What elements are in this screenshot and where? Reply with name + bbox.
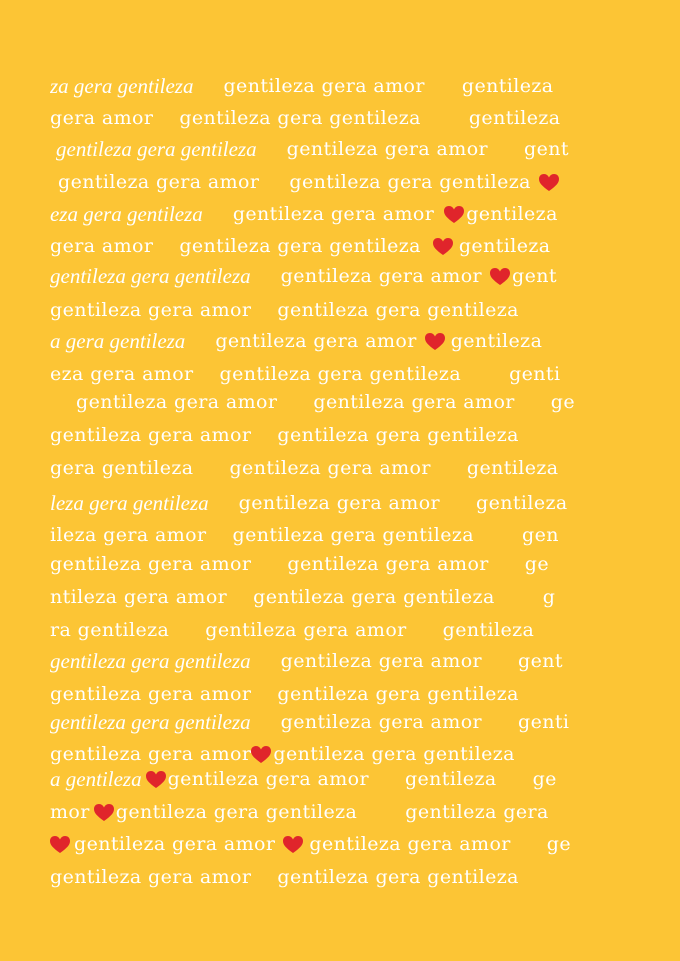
phrase-text: gent xyxy=(524,138,569,160)
phrase-text: gentileza xyxy=(466,457,559,479)
phrase-text: gentileza gera amor xyxy=(280,265,483,287)
phrase-text: gentileza xyxy=(476,492,568,514)
phrase-text: gentileza gera amor xyxy=(280,650,483,672)
pattern-line xyxy=(50,360,628,388)
phrase-text: ge xyxy=(532,768,557,790)
phrase-text: gera amor xyxy=(50,107,154,129)
phrase-text: gent xyxy=(518,650,563,672)
heart-icon xyxy=(490,262,512,290)
phrase-text: gentileza gera amor xyxy=(286,138,489,160)
pattern-line xyxy=(50,421,628,449)
phrase-text: gentileza gera gentileza xyxy=(277,299,519,321)
phrase-text: gentileza xyxy=(458,235,551,257)
heart-icon xyxy=(94,798,116,826)
heart-icon xyxy=(539,168,561,196)
phrase-text: za gera gentileza xyxy=(50,74,194,98)
phrase-text: gentileza gera gentileza xyxy=(179,235,421,257)
pattern-line xyxy=(50,104,628,132)
phrase-text: ge xyxy=(524,553,549,575)
phrase-text: genti xyxy=(509,363,561,385)
phrase-text: mor xyxy=(50,801,90,823)
pattern-line xyxy=(50,708,628,736)
phrase-text: gentileza xyxy=(461,75,554,97)
pattern-line xyxy=(50,327,628,355)
phrase-text: genti xyxy=(518,711,570,733)
phrase-text: g xyxy=(542,586,556,608)
phrase-text: gentileza gera gentileza xyxy=(50,649,251,673)
pattern-line xyxy=(50,296,628,324)
phrase-text: gent xyxy=(512,265,557,287)
heart-icon xyxy=(146,765,168,793)
pattern-line xyxy=(50,765,628,793)
phrase-text: gentileza gera amor xyxy=(232,203,435,225)
phrase-text: gentileza gera amor xyxy=(223,75,425,97)
phrase-text: gentileza gera amor xyxy=(50,683,252,705)
phrase-text: gentileza gera amor xyxy=(287,553,489,575)
pattern-line xyxy=(50,680,628,708)
phrase-text: gentileza gera gentileza xyxy=(277,424,519,446)
phrase-text: gentileza gera amor xyxy=(76,391,278,413)
phrase-text: gentileza gera gentileza xyxy=(232,524,475,546)
pattern-line xyxy=(50,262,628,290)
phrase-text: gentileza xyxy=(468,107,561,129)
phrase-text: gentileza gera amor xyxy=(238,492,441,514)
phrase-text: a gera gentileza xyxy=(50,329,186,353)
phrase-text: gentileza gera gentileza xyxy=(115,801,358,823)
pattern-line xyxy=(50,454,628,482)
phrase-text: gentileza gera amor xyxy=(205,619,407,641)
phrase-text: a gentileza xyxy=(50,767,142,791)
phrase-text: gentileza gera gentileza xyxy=(277,683,519,705)
pattern-line xyxy=(50,616,628,644)
pattern-line xyxy=(50,830,628,858)
pattern-line xyxy=(50,135,628,163)
pattern-line xyxy=(50,550,628,578)
phrase-text: gentileza gera gentileza xyxy=(277,866,519,888)
phrase-text: gera gentileza xyxy=(50,457,194,479)
phrase-text: gentileza gera xyxy=(405,801,549,823)
pattern-line xyxy=(50,489,628,517)
phrase-text: ge xyxy=(550,391,575,413)
pattern-line xyxy=(50,521,628,549)
phrase-text: gentileza gera amor xyxy=(229,457,431,479)
heart-icon xyxy=(251,740,273,768)
phrase-text: gentileza gera amor xyxy=(313,391,515,413)
phrase-text: gentileza gera amor xyxy=(50,743,252,765)
phrase-text: gentileza gera amor xyxy=(280,711,483,733)
pattern-line xyxy=(50,72,628,100)
phrase-text: gentileza gera gentileza xyxy=(219,363,462,385)
phrase-text: gentileza gera amor xyxy=(167,768,369,790)
phrase-text: gentileza gera gentileza xyxy=(50,264,251,288)
phrase-text: eza gera amor xyxy=(50,363,194,385)
phrase-text: gentileza gera gentileza xyxy=(179,107,421,129)
phrase-text: gentileza gera amor xyxy=(74,833,276,855)
pattern-line xyxy=(50,583,628,611)
phrase-text: gentileza gera gentileza xyxy=(56,137,257,161)
phrase-text: ntileza gera amor xyxy=(50,586,228,608)
phrase-text: gentileza xyxy=(404,768,497,790)
heart-icon xyxy=(425,327,447,355)
heart-icon xyxy=(283,830,305,858)
phrase-text: gentileza gera amor xyxy=(58,171,260,193)
heart-icon xyxy=(50,830,72,858)
phrase-text: leza gera gentileza xyxy=(50,491,209,515)
pattern-line xyxy=(50,388,628,416)
pattern-line xyxy=(50,200,628,228)
phrase-text: gentileza gera amor xyxy=(215,330,417,352)
phrase-text: gentileza gera amor xyxy=(50,299,252,321)
phrase-text: gentileza gera amor xyxy=(50,424,252,446)
phrase-text: gentileza gera gentileza xyxy=(50,710,251,734)
pattern-line xyxy=(50,232,628,260)
phrase-text: gera amor xyxy=(50,235,154,257)
phrase-text: ra gentileza xyxy=(50,619,170,641)
phrase-text: gentileza gera gentileza xyxy=(273,743,515,765)
pattern-line xyxy=(50,647,628,675)
phrase-text: gentileza gera gentileza xyxy=(253,586,495,608)
phrase-text: eza gera gentileza xyxy=(50,202,203,226)
phrase-text: gentileza xyxy=(442,619,535,641)
pattern-line xyxy=(50,168,628,196)
phrase-text: gentileza gera amor xyxy=(309,833,511,855)
phrase-text: ge xyxy=(546,833,571,855)
pattern-line xyxy=(50,740,628,768)
phrase-text: gentileza xyxy=(450,330,543,352)
phrase-text: gentileza gera gentileza xyxy=(289,171,531,193)
heart-icon xyxy=(444,200,466,228)
phrase-text: gentileza xyxy=(466,203,558,225)
phrase-text: gen xyxy=(522,524,559,546)
phrase-text: gentileza gera amor xyxy=(50,866,252,888)
heart-icon xyxy=(433,232,455,260)
phrase-text: ileza gera amor xyxy=(50,524,207,546)
phrase-text: gentileza gera amor xyxy=(50,553,252,575)
pattern-line xyxy=(50,863,628,891)
pattern-line xyxy=(50,798,628,826)
